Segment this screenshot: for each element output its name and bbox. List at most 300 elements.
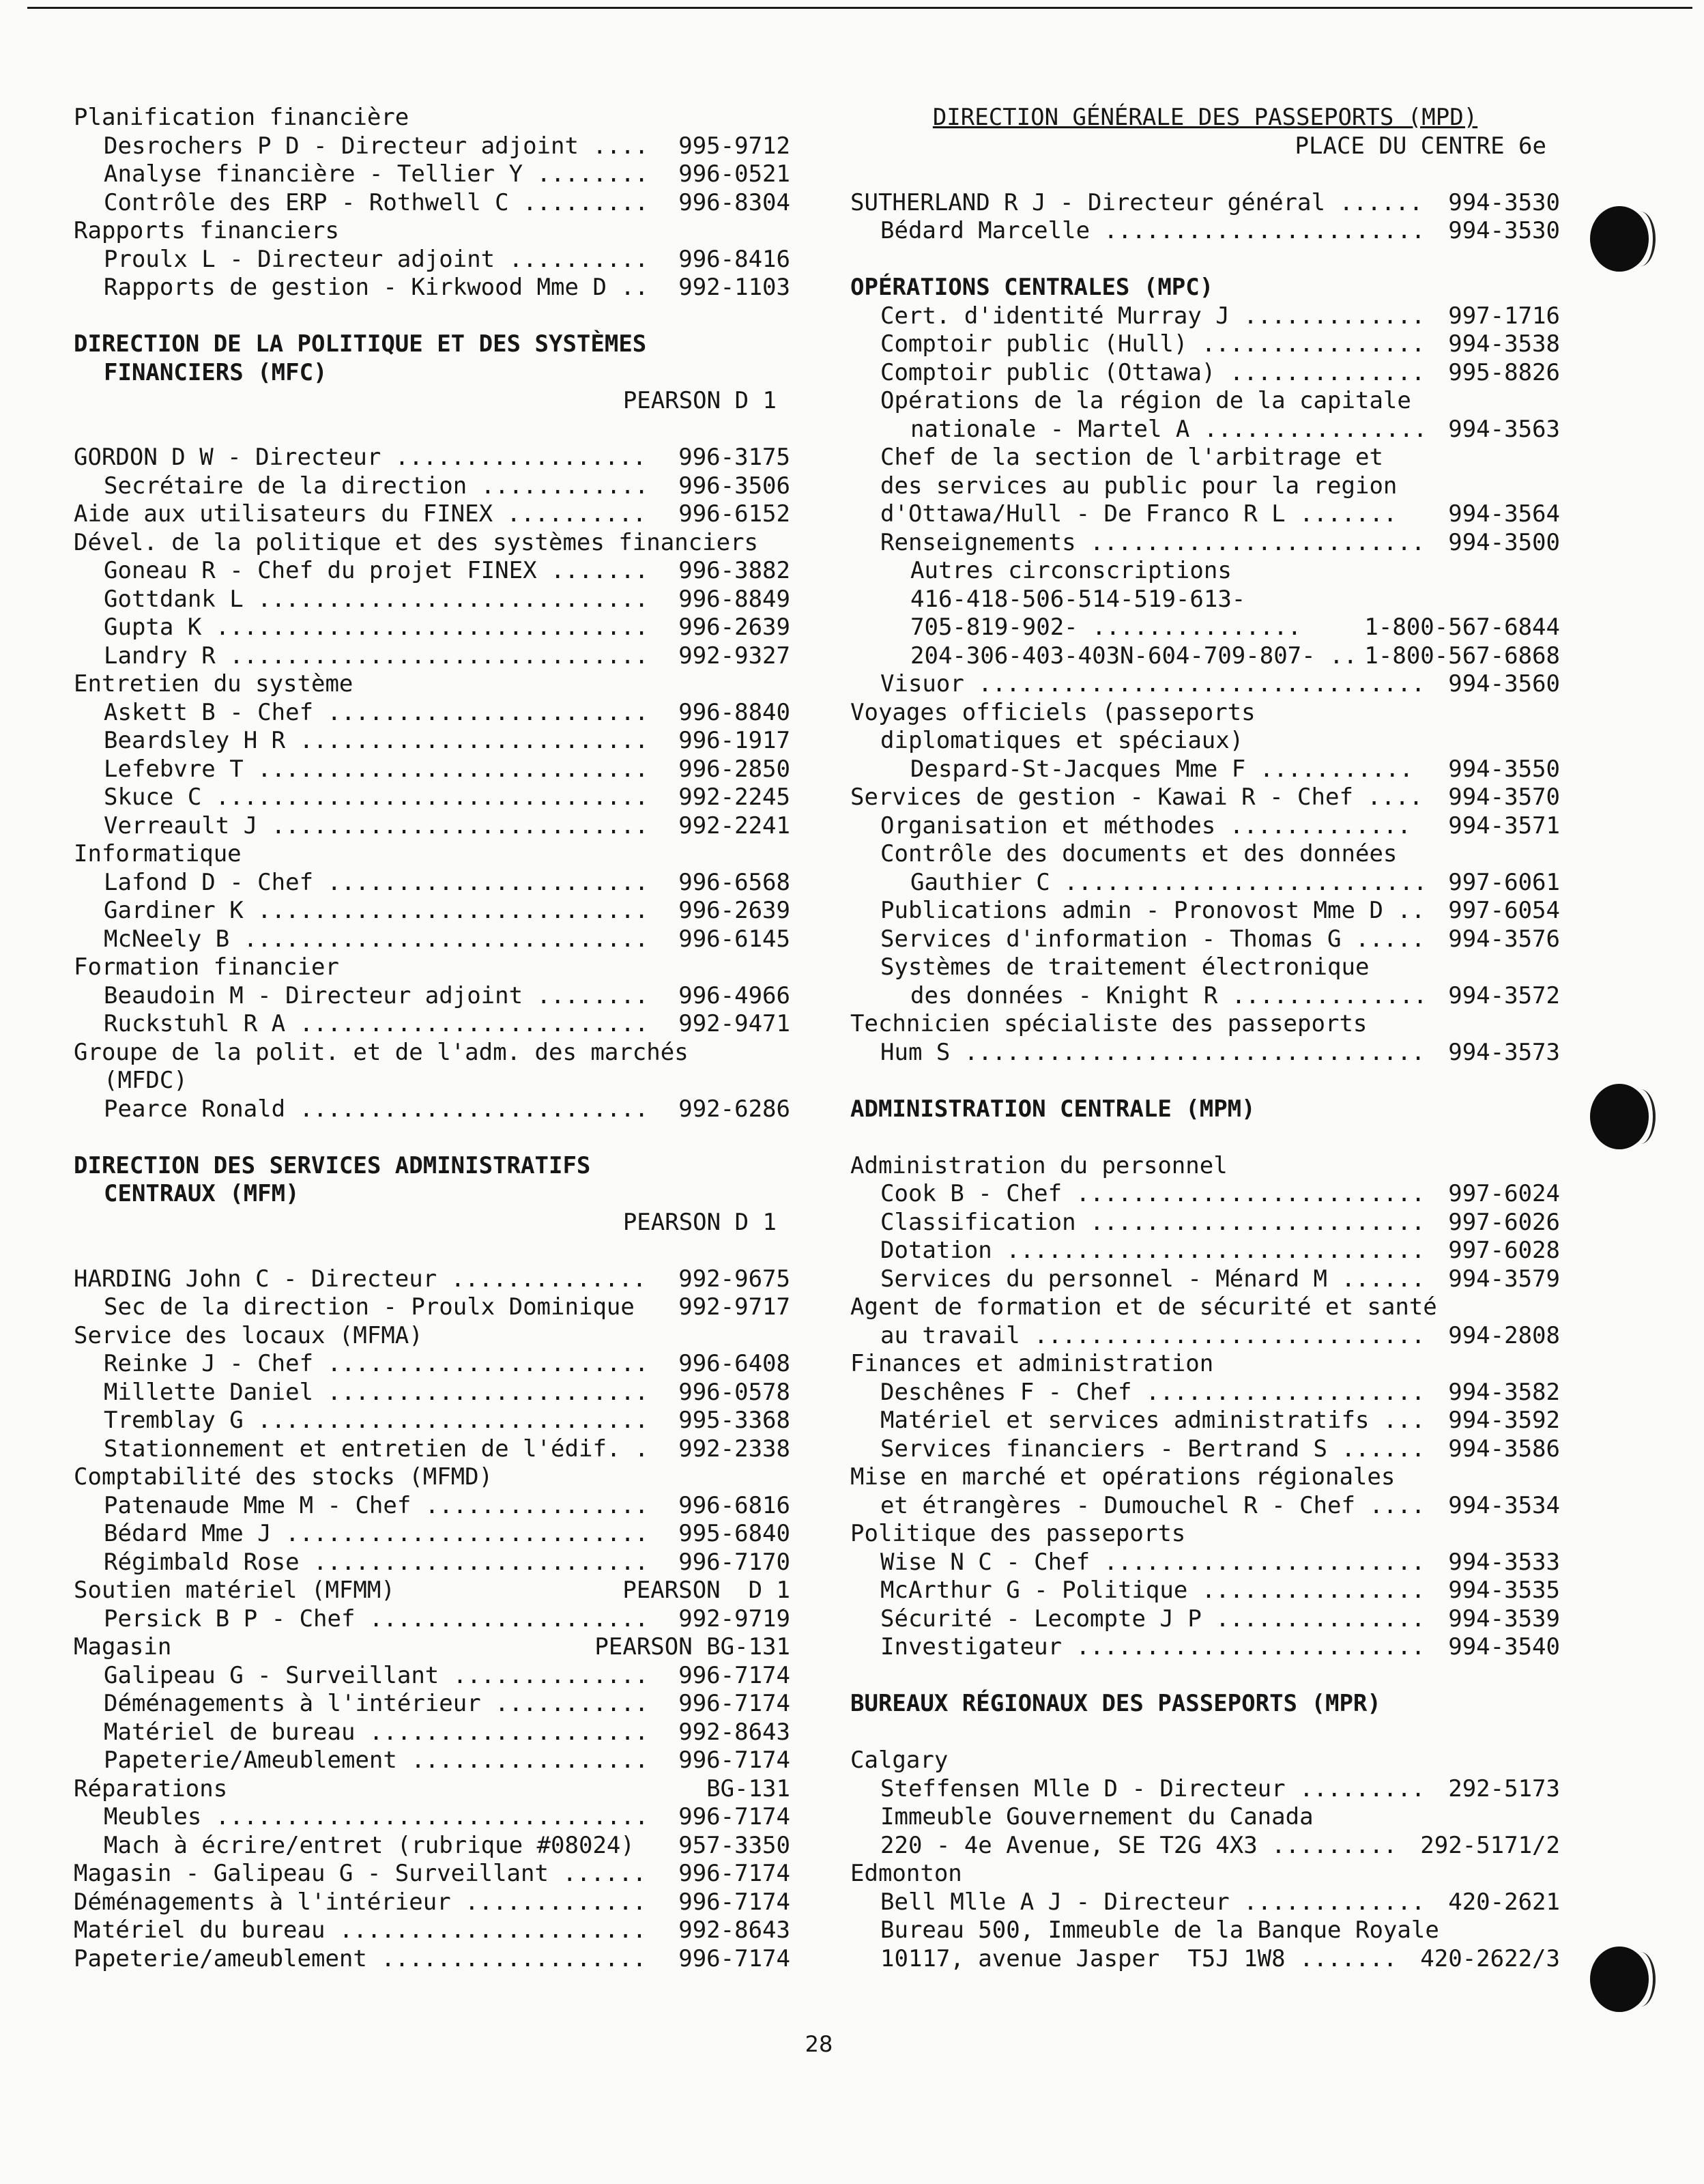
entry-name: Analyse financière - Tellier Y ........ — [104, 160, 649, 188]
directory-entry — [850, 189, 1560, 218]
punch-hole-middle — [1590, 1084, 1649, 1149]
entry-name: GORDON D W - Directeur .................. — [74, 444, 647, 471]
entry-name: Hum S ................................. — [880, 1038, 1426, 1066]
phone-number: 996-6408 — [678, 1350, 790, 1377]
entry-name: au travail ............................ — [880, 1321, 1426, 1349]
label-text: Autres circonscriptions — [910, 557, 1232, 584]
section-heading — [850, 274, 1560, 302]
directory-entry — [74, 444, 790, 472]
section-heading — [74, 330, 790, 359]
label-text: Entretien du système — [74, 670, 353, 698]
entry-name: Services du personnel - Ménard M ...... — [880, 1265, 1426, 1293]
phone-number: 994-3579 — [1448, 1265, 1560, 1293]
spacer — [850, 1123, 1560, 1152]
directory-entry — [74, 1407, 790, 1435]
group-label — [850, 1152, 1560, 1181]
directory-entry — [74, 1549, 790, 1577]
label-text: BUREAUX RÉGIONAUX DES PASSEPORTS (MPR) — [850, 1690, 1381, 1717]
phone-number: 996-2639 — [678, 897, 790, 924]
label-text: Planification financière — [74, 104, 409, 131]
phone-number: 996-4966 — [678, 981, 790, 1009]
entry-name: Matériel et services administratifs ... — [880, 1407, 1426, 1434]
directory-entry — [74, 699, 790, 728]
entry-name: 10117, avenue Jasper T5J 1W8 ....... — [880, 1944, 1398, 1972]
directory-entry — [850, 925, 1560, 954]
entry-name: Ruckstuhl R A ......................... — [104, 1010, 649, 1037]
directory-entry — [850, 1237, 1560, 1265]
entry-name: Goneau R - Chef du projet FINEX ....... — [104, 557, 649, 584]
phone-number: 994-3564 — [1448, 500, 1560, 528]
directory-entry — [74, 1662, 790, 1691]
phone-number: 420-2621 — [1448, 1888, 1560, 1916]
phone-number: 996-2850 — [678, 755, 790, 783]
group-label — [74, 840, 790, 869]
entry-name: Contrôle des ERP - Rothwell C ......... — [104, 188, 649, 216]
entry-name: Stationnement et entretien de l'édif. . — [104, 1435, 649, 1463]
entry-name: Déménagements à l'intérieur ........... — [104, 1690, 649, 1717]
location-label: PEARSON D 1 — [622, 1577, 790, 1604]
directory-entry — [74, 586, 790, 614]
label-text: Agent de formation et de sécurité et santé — [850, 1293, 1437, 1321]
spacer — [850, 1719, 1560, 1747]
phone-number: 997-6028 — [1448, 1237, 1560, 1264]
phone-number: 996-6145 — [678, 925, 790, 953]
entry-name: Cert. d'identité Murray J ............. — [880, 302, 1426, 330]
phone-number: 996-7170 — [678, 1548, 790, 1576]
directory-entry — [850, 1888, 1560, 1917]
directory-entry — [850, 1549, 1560, 1577]
phone-number: 994-3535 — [1448, 1577, 1560, 1604]
entry-name: Galipeau G - Surveillant .............. — [104, 1661, 649, 1689]
entry-name: 204-306-403-403N-604-709-807- .. — [910, 642, 1358, 670]
group-label — [74, 217, 790, 246]
entry-name: Lefebvre T ............................ — [104, 755, 649, 783]
entry-name: Tremblay G ............................ — [104, 1407, 649, 1434]
phone-number: 994-3500 — [1448, 528, 1560, 556]
directory-entry — [74, 1719, 790, 1747]
label-text: Contrôle des documents et des données — [880, 840, 1398, 867]
entry-name: d'Ottawa/Hull - De Franco R L ....... — [880, 500, 1398, 528]
phone-number: 994-3571 — [1448, 811, 1560, 839]
directory-entry — [850, 642, 1560, 671]
entry-name: Beaudoin M - Directeur adjoint ........ — [104, 981, 649, 1009]
entry-name: Meubles ............................... — [104, 1803, 649, 1830]
label-text: Formation financier — [74, 953, 339, 981]
label-text: Bureau 500, Immeuble de la Banque Royale — [880, 1916, 1439, 1944]
phone-number: 992-1103 — [678, 274, 790, 301]
entry-name: Landry R .............................. — [104, 642, 649, 670]
entry-name: Aide aux utilisateurs du FINEX .......... — [74, 500, 647, 528]
section-heading — [74, 1180, 790, 1209]
spacer — [74, 1123, 790, 1152]
directory-entry — [850, 217, 1560, 246]
entry-name: Gottdank L ............................ — [104, 585, 649, 613]
phone-number: 996-3506 — [678, 472, 790, 500]
entry-name: Rapports de gestion - Kirkwood Mme D .. — [104, 274, 649, 301]
phone-number: 995-8826 — [1448, 358, 1560, 386]
phone-number: 997-6061 — [1448, 868, 1560, 896]
entry-name: Steffensen Mlle D - Directeur ......... — [880, 1774, 1426, 1802]
phone-number: 994-3550 — [1448, 755, 1560, 783]
directory-entry — [850, 1832, 1560, 1860]
directory-entry — [74, 1945, 790, 1974]
phone-number: 995-3368 — [678, 1407, 790, 1434]
directory-entry — [850, 330, 1560, 359]
directory-entry — [850, 302, 1560, 331]
entry-name: Comptoir public (Ottawa) .............. — [880, 358, 1426, 386]
right-column — [850, 104, 1560, 1973]
entry-name: 220 - 4e Avenue, SE T2G 4X3 ......... — [880, 1831, 1398, 1859]
phone-number: 994-3533 — [1448, 1548, 1560, 1576]
phone-number: 994-3538 — [1448, 330, 1560, 358]
directory-entry — [74, 246, 790, 274]
directory-entry — [74, 1803, 790, 1832]
entry-name: Sécurité - Lecompte J P ............... — [880, 1605, 1426, 1633]
directory-entry — [74, 1747, 790, 1775]
entry-name: nationale - Martel A ................ — [910, 415, 1428, 443]
directory-entry — [74, 1010, 790, 1039]
phone-number: 996-3882 — [678, 557, 790, 584]
entry-name: Organisation et méthodes ............. — [880, 811, 1411, 839]
spacer — [850, 160, 1560, 189]
spacer — [74, 1237, 790, 1265]
directory-entry — [74, 472, 790, 501]
label-text: Politique des passeports — [850, 1520, 1186, 1547]
spacer — [850, 1662, 1560, 1691]
label-text: des services au public pour la region — [880, 472, 1398, 500]
label-text: Mise en marché et opérations régionales — [850, 1463, 1396, 1491]
phone-number: 996-3175 — [678, 444, 790, 471]
entry-name: Publications admin - Pronovost Mme D .. — [880, 897, 1426, 924]
directory-entry — [74, 812, 790, 841]
phone-number: 994-3539 — [1448, 1605, 1560, 1633]
phone-number: 996-7174 — [678, 1860, 790, 1887]
directory-entry — [850, 1945, 1560, 1974]
entry-name: Régimbald Rose ........................ — [104, 1548, 649, 1576]
entry-name: Millette Daniel ....................... — [104, 1378, 649, 1406]
group-label — [850, 1520, 1560, 1549]
directory-entry — [850, 1775, 1560, 1804]
label-text: Chef de la section de l'arbitrage et — [880, 444, 1383, 471]
entry-name: Lafond D - Chef ....................... — [104, 868, 649, 896]
directory-entry — [850, 1605, 1560, 1634]
directory-entry — [850, 1492, 1560, 1521]
entry-name: Sec de la direction - Proulx Dominique — [104, 1293, 635, 1321]
punch-hole-top — [1590, 206, 1649, 272]
phone-number: 996-0578 — [678, 1378, 790, 1406]
location-label: BG-131 — [706, 1774, 790, 1802]
entry-name: Dotation .............................. — [880, 1237, 1426, 1264]
label-text: DIRECTION DE LA POLITIQUE ET DES SYSTÈMES — [74, 330, 647, 358]
directory-entry — [74, 1265, 790, 1294]
directory-entry — [74, 1492, 790, 1521]
phone-number: 420-2622/3 — [1420, 1944, 1560, 1972]
location-label: PEARSON D 1 — [622, 387, 777, 414]
phone-number: 994-3573 — [1448, 1038, 1560, 1066]
phone-number: 996-8840 — [678, 698, 790, 726]
directory-entry — [74, 614, 790, 642]
phone-number: 996-7174 — [678, 1944, 790, 1972]
directory-entry — [850, 1435, 1560, 1464]
entry-name: Déménagements à l'intérieur ............. — [74, 1888, 647, 1916]
entry-name: Bédard Marcelle ....................... — [880, 217, 1426, 244]
phone-number: 292-5171/2 — [1420, 1831, 1560, 1859]
left-column — [74, 104, 790, 1973]
phone-number: 996-8304 — [678, 188, 790, 216]
group-label — [850, 387, 1560, 416]
label-text: Informatique — [74, 840, 242, 867]
entry-name: Wise N C - Chef ....................... — [880, 1548, 1426, 1576]
directory-entry — [74, 1832, 790, 1860]
entry-name: Desrochers P D - Directeur adjoint .... — [104, 132, 649, 160]
entry-name: Papeterie/ameublement ................... — [74, 1944, 647, 1972]
label-text: DIRECTION DES SERVICES ADMINISTRATIFS — [74, 1151, 591, 1179]
phone-number: 994-3530 — [1448, 217, 1560, 244]
directory-entry — [74, 1605, 790, 1634]
label-text: Groupe de la polit. et de l'adm. des marchés — [74, 1038, 689, 1066]
phone-number: 992-2245 — [678, 784, 790, 811]
phone-number: 994-3540 — [1448, 1633, 1560, 1661]
phone-number: 994-3570 — [1448, 784, 1560, 811]
spacer — [74, 302, 790, 331]
entry-name: Bédard Mme J .......................... — [104, 1520, 649, 1547]
phone-number: 992-9675 — [678, 1265, 790, 1293]
entry-name: McArthur G - Politique ................ — [880, 1577, 1426, 1604]
group-label — [850, 586, 1560, 614]
directory-entry — [74, 1860, 790, 1888]
directory-entry — [74, 982, 790, 1011]
phone-number: 992-8643 — [678, 1916, 790, 1944]
entry-name: et étrangères - Dumouchel R - Chef .... — [880, 1491, 1426, 1519]
group-label — [850, 953, 1560, 982]
directory-entry — [74, 1350, 790, 1379]
label-text: Systèmes de traitement électronique — [880, 953, 1370, 981]
phone-number: 992-6286 — [678, 1095, 790, 1123]
phone-number: 1-800-567-6844 — [1364, 614, 1560, 641]
label-text: Calgary — [850, 1747, 949, 1774]
phone-number: 996-7174 — [678, 1690, 790, 1717]
entry-name: HARDING John C - Directeur .............. — [74, 1265, 647, 1293]
directory-entry — [74, 1293, 790, 1322]
label-text: Service des locaux (MFMA) — [74, 1321, 423, 1349]
entry-name: Despard-St-Jacques Mme F ........... — [910, 755, 1413, 783]
phone-number: 996-0521 — [678, 160, 790, 188]
directory-entry — [74, 132, 790, 161]
phone-number: 997-6024 — [1448, 1180, 1560, 1207]
directory-entry — [850, 784, 1560, 812]
phone-number: 997-1716 — [1448, 302, 1560, 330]
label-text: Finances et administration — [850, 1350, 1214, 1377]
directory-entry — [74, 925, 790, 954]
section-heading — [850, 1095, 1560, 1124]
directory-entry — [74, 1633, 790, 1662]
entry-name: Beardsley H R ......................... — [104, 727, 649, 754]
location-label: PEARSON BG-131 — [594, 1633, 790, 1661]
label-text: Administration du personnel — [850, 1151, 1228, 1179]
directory-entry — [74, 1095, 790, 1124]
phone-number: 996-7174 — [678, 1888, 790, 1916]
directory-entry — [74, 160, 790, 189]
entry-name: Gardiner K ............................ — [104, 897, 649, 924]
phone-number: 992-9471 — [678, 1010, 790, 1037]
entry-name: 705-819-902- ............... — [910, 614, 1302, 641]
directory-entry — [850, 1407, 1560, 1435]
phone-number: 992-9719 — [678, 1605, 790, 1633]
group-label — [74, 953, 790, 982]
directory-entry — [850, 869, 1560, 897]
group-label — [850, 1747, 1560, 1775]
phone-number: 994-3530 — [1448, 188, 1560, 216]
label-text: Voyages officiels (passeports — [850, 698, 1256, 726]
entry-name: Persick B P - Chef .................... — [104, 1605, 649, 1633]
label-text: Immeuble Gouvernement du Canada — [880, 1803, 1314, 1830]
entry-name: Magasin - Galipeau G - Surveillant ...... — [74, 1860, 647, 1887]
phone-number: 996-7174 — [678, 1661, 790, 1689]
group-label — [850, 472, 1560, 501]
entry-name: Proulx L - Directeur adjoint .......... — [104, 245, 649, 273]
directory-entry — [74, 500, 790, 529]
label-text: Dével. de la politique et des systèmes financiers — [74, 528, 759, 556]
phone-number: 997-6054 — [1448, 897, 1560, 924]
entry-name: Investigateur ......................... — [880, 1633, 1426, 1661]
directory-entry — [850, 614, 1560, 642]
phone-number: 996-2639 — [678, 614, 790, 641]
entry-name: Bell Mlle A J - Directeur ............. — [880, 1888, 1426, 1916]
directory-entry — [74, 727, 790, 756]
phone-number: 997-6026 — [1448, 1208, 1560, 1236]
phone-number: 992-9717 — [678, 1293, 790, 1321]
page-number: 28 — [805, 2031, 833, 2057]
label-text: diplomatiques et spéciaux) — [880, 727, 1244, 754]
phone-number: 994-2808 — [1448, 1321, 1560, 1349]
phone-number: 996-6568 — [678, 868, 790, 896]
group-label — [74, 104, 790, 132]
group-label — [850, 699, 1560, 728]
phone-number: 994-3592 — [1448, 1407, 1560, 1434]
group-label — [74, 529, 790, 558]
phone-number: 994-3576 — [1448, 925, 1560, 953]
entry-name: Visuor ................................ — [880, 670, 1426, 698]
phone-number: 994-3586 — [1448, 1435, 1560, 1463]
directory-entry — [74, 1520, 790, 1549]
entry-name: Reinke J - Chef ....................... — [104, 1350, 649, 1377]
label-text: OPÉRATIONS CENTRALES (MPC) — [850, 274, 1214, 301]
directory-entry — [850, 500, 1560, 529]
directory-entry — [74, 557, 790, 586]
group-label — [850, 840, 1560, 869]
entry-name: Services d'information - Thomas G ..... — [880, 925, 1426, 953]
entry-name: SUTHERLAND R J - Directeur général ...... — [850, 188, 1424, 216]
directory-entry — [74, 1379, 790, 1407]
label-text: 416-418-506-514-519-613- — [910, 585, 1246, 613]
directory-entry — [74, 784, 790, 812]
phone-number: 994-3560 — [1448, 670, 1560, 698]
phone-number: 992-8643 — [678, 1718, 790, 1746]
entry-name: Gauthier C .......................... — [910, 868, 1428, 896]
directory-entry — [74, 274, 790, 302]
phone-number: 994-3563 — [1448, 415, 1560, 443]
entry-name: Services de gestion - Kawai R - Chef .... — [850, 784, 1424, 811]
phone-number: 292-5173 — [1448, 1774, 1560, 1802]
entry-name: Classification ........................ — [880, 1208, 1426, 1236]
phone-number: 992-9327 — [678, 642, 790, 670]
entry-name: Mach à écrire/entret (rubrique #08024) — [104, 1831, 635, 1859]
phone-number: 957-3350 — [678, 1831, 790, 1859]
section-heading — [74, 359, 790, 388]
directory-entry — [850, 359, 1560, 388]
phone-number: 995-9712 — [678, 132, 790, 160]
directory-entry — [850, 1633, 1560, 1662]
phone-number: 996-6152 — [678, 500, 790, 528]
entry-name: Cook B - Chef ......................... — [880, 1180, 1426, 1207]
entry-name: Skuce C ............................... — [104, 784, 649, 811]
group-label — [850, 1916, 1560, 1945]
entry-name: Askett B - Chef ....................... — [104, 698, 649, 726]
group-label — [850, 727, 1560, 756]
group-label — [74, 1322, 790, 1351]
section-heading — [850, 1690, 1560, 1719]
entry-name: Papeterie/Ameublement ................. — [104, 1747, 649, 1774]
label-text: FINANCIERS (MFC) — [104, 358, 328, 386]
directory-entry — [850, 670, 1560, 699]
directory-entry — [850, 1039, 1560, 1067]
group-label — [850, 104, 1560, 132]
spacer — [74, 416, 790, 444]
phone-number: 992-2338 — [678, 1435, 790, 1463]
entry-name: Comptoir public (Hull) ................ — [880, 330, 1426, 358]
phone-number: 994-3582 — [1448, 1378, 1560, 1406]
entry-name: Magasin — [74, 1633, 172, 1661]
directory-entry — [850, 1577, 1560, 1605]
group-label — [74, 1463, 790, 1492]
entry-name: Verreault J ........................... — [104, 811, 649, 839]
directory-entry — [850, 1209, 1560, 1237]
phone-number: 1-800-567-6868 — [1364, 642, 1560, 670]
entry-name: Patenaude Mme M - Chef ................ — [104, 1491, 649, 1519]
phone-number: 996-1917 — [678, 727, 790, 754]
directory-entry — [850, 756, 1560, 784]
label-text: DIRECTION GÉNÉRALE DES PASSEPORTS (MPD) — [932, 104, 1478, 131]
label-text: Comptabilité des stocks (MFMD) — [74, 1463, 493, 1491]
group-label — [850, 1463, 1560, 1492]
label-text: Technicien spécialiste des passeports — [850, 1010, 1368, 1037]
phone-number: 996-8849 — [678, 585, 790, 613]
directory-entry — [850, 897, 1560, 925]
location-label: PLACE DU CENTRE 6e — [1295, 132, 1546, 160]
directory-entry — [74, 1888, 790, 1917]
entry-name: Services financiers - Bertrand S ...... — [880, 1435, 1426, 1463]
section-heading — [74, 1152, 790, 1181]
phone-number: 996-7174 — [678, 1803, 790, 1830]
directory-entry — [74, 869, 790, 897]
entry-name: Renseignements ........................ — [880, 528, 1426, 556]
punch-hole-bottom — [1590, 1946, 1649, 2012]
top-rule — [27, 7, 1692, 9]
entry-name: Gupta K ............................... — [104, 614, 649, 641]
group-label — [850, 1860, 1560, 1888]
label-text: Opérations de la région de la capitale — [880, 387, 1411, 414]
directory-entry — [74, 1577, 790, 1605]
group-label — [850, 444, 1560, 472]
directory-entry — [850, 416, 1560, 444]
entry-name: Secrétaire de la direction ............ — [104, 472, 649, 500]
phone-number: 996-6816 — [678, 1491, 790, 1519]
label-text: (MFDC) — [104, 1067, 188, 1094]
entry-name: Soutien matériel (MFMM) — [74, 1577, 395, 1604]
directory-entry — [850, 529, 1560, 558]
entry-name: Réparations — [74, 1774, 228, 1802]
phone-number: 994-3534 — [1448, 1491, 1560, 1519]
